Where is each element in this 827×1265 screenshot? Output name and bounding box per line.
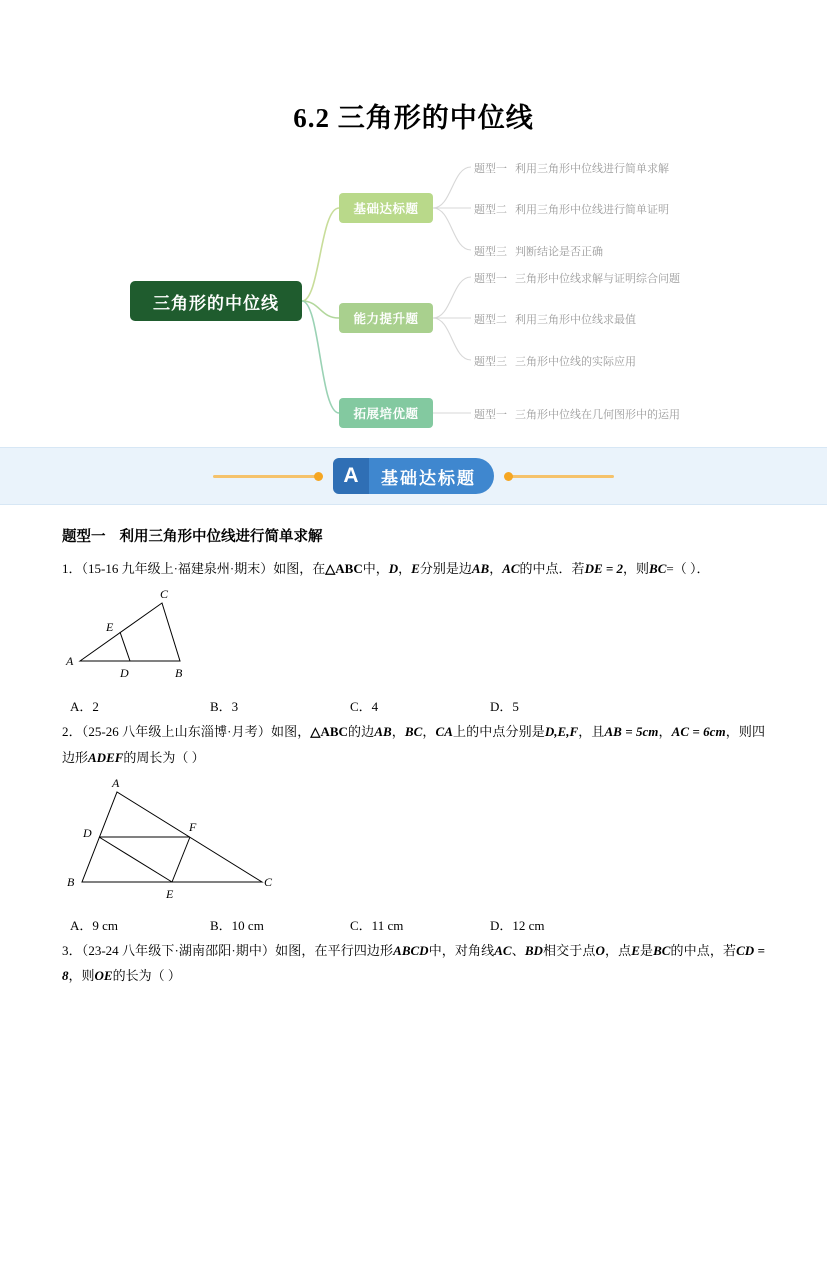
question-text: 的周长为（ ） xyxy=(123,749,205,765)
question-text: 如图，在平行四边形 xyxy=(275,943,394,959)
mindmap-leaf-text: 判断结论是否正确 xyxy=(515,246,603,258)
question-text: ，则四边形 xyxy=(62,724,765,765)
q3-diagonal-ac: AC xyxy=(494,943,512,959)
banner-right-rule xyxy=(506,475,614,478)
q2-figure xyxy=(62,774,765,909)
question-source: （25-26 八年级上山东淄博·月考） xyxy=(81,724,271,740)
mindmap-leaf xyxy=(474,311,636,327)
q2-label-d: D xyxy=(83,826,92,841)
q2-label-a: A xyxy=(112,776,120,791)
q2-segment-ab: AB xyxy=(374,724,392,740)
question-text: ，则 xyxy=(623,561,650,576)
mindmap-leaf-lead: 题型二 xyxy=(474,204,507,216)
q2-triangle-abc: △ABC xyxy=(310,724,348,740)
mindmap-leaf-text: 利用三角形中位线进行简单证明 xyxy=(515,204,669,216)
question-text: =（ ）． xyxy=(666,561,710,576)
q1-choice-c[interactable]: C．4 xyxy=(350,699,379,715)
mindmap-root: 三角形的中位线 xyxy=(130,281,302,321)
q2-choice-c[interactable]: C．11 cm xyxy=(350,918,404,934)
question-text: ， xyxy=(658,724,672,740)
mindmap-leaf-text: 利用三角形中位线求最值 xyxy=(515,314,636,326)
mindmap-leaf xyxy=(474,243,603,259)
mindmap-leaf-lead: 题型三 xyxy=(474,246,507,258)
question-source: （23-24 八年级下·湖南邵阳·期中） xyxy=(81,943,276,959)
mindmap-leaf-text: 三角形中位线的实际应用 xyxy=(515,356,636,368)
q1-triangle-abc: △ABC xyxy=(325,561,363,576)
banner-left-rule xyxy=(213,475,321,478)
question-source: （15-16 九年级上·福建泉州·期末） xyxy=(81,561,274,576)
q1-segment-ab: AB xyxy=(471,561,490,576)
question-text: ， xyxy=(398,561,412,576)
q2-choice-d[interactable]: D．12 cm xyxy=(490,918,545,934)
q1-figure xyxy=(62,585,765,690)
q2-choice-a[interactable]: A．9 cm xyxy=(70,918,119,934)
question-number: 1 xyxy=(62,561,69,576)
q2-triangle-diagram xyxy=(62,774,322,904)
mindmap-leaf xyxy=(474,353,636,369)
q2-label-b: B xyxy=(67,875,75,890)
q2-label-f: F xyxy=(189,820,197,835)
mindmap-leaf-text: 三角形中位线求解与证明综合问题 xyxy=(515,273,680,285)
mindmap-leaf-lead: 题型三 xyxy=(474,356,507,368)
question-text: 中，对角线 xyxy=(428,943,495,959)
mindmap-leaf xyxy=(474,201,669,217)
q1-choice-b[interactable]: B．3 xyxy=(210,699,239,715)
q1-label-e: E xyxy=(106,620,114,635)
question-text: 中， xyxy=(362,561,389,576)
question-number: 2 xyxy=(62,724,69,740)
mindmap-branch-basic: 基础达标题 xyxy=(339,193,433,223)
content-area xyxy=(62,505,765,989)
question-text: 是 xyxy=(639,943,654,959)
banner-title: 基础达标题 xyxy=(369,458,494,494)
q3-quad-abcd: ABCD xyxy=(393,943,429,959)
q1-choices xyxy=(62,696,765,715)
section-banner-background xyxy=(0,447,827,505)
q1-choice-d[interactable]: D．5 xyxy=(490,699,519,715)
question-text: 的中点，若 xyxy=(670,943,737,959)
mindmap-branch-extend: 拓展培优题 xyxy=(339,398,433,428)
mindmap-leaf-lead: 题型一 xyxy=(474,273,507,285)
question-text: 的中点．若 xyxy=(519,561,585,576)
q1-point-d: D xyxy=(388,561,399,576)
section-banner xyxy=(62,448,765,504)
q2-quad-adef: ADEF xyxy=(88,749,124,765)
q2-segment-ca: CA xyxy=(435,724,453,740)
mindmap-leaf-text: 三角形中位线在几何图形中的运用 xyxy=(515,409,680,421)
question-text: 如图， xyxy=(270,724,311,740)
banner-letter: A xyxy=(333,458,369,494)
mindmap-leaf xyxy=(474,270,680,286)
q1-triangle-diagram xyxy=(62,585,282,685)
q3-equation-cd: CD = 8 xyxy=(62,943,765,984)
q1-label-c: C xyxy=(160,587,169,602)
mindmap xyxy=(62,153,765,445)
q1-label-b: B xyxy=(175,666,183,681)
question-text: 的边 xyxy=(347,724,375,740)
mindmap-leaf xyxy=(474,160,669,176)
mindmap-leaf-lead: 题型一 xyxy=(474,163,507,175)
q2-points-def: D,E,F xyxy=(544,724,579,740)
mindmap-leaf xyxy=(474,406,680,422)
q1-label-d: D xyxy=(120,666,129,681)
q1-segment-bc: BC xyxy=(649,561,667,576)
question-text: 相交于点 xyxy=(542,943,596,959)
question-text: ， xyxy=(489,561,503,576)
question-number: 3 xyxy=(62,943,69,959)
question-text: 上的中点分别是 xyxy=(452,724,545,740)
question-text: 的长为（ ） xyxy=(112,968,181,984)
q3-point-o: O xyxy=(595,943,605,959)
q1-segment-ac: AC xyxy=(502,561,520,576)
q2-equation-ac: AC = 6cm xyxy=(671,724,726,740)
question-text: 分别是边 xyxy=(419,561,472,576)
question-type-label: 题型一 xyxy=(62,529,106,545)
question-text: ，则 xyxy=(68,968,95,984)
question-2: 2．（25-26 八年级上山东淄博·月考）如图，△ABC的边AB，BC，CA上的中点分别是D,E,F，且AB = 5cm，AC = 6cm，则四边形ADEF的周长为（ ） xyxy=(62,724,765,765)
q2-choice-b[interactable]: B．10 cm xyxy=(210,918,264,934)
q2-equation-ab: AB = 5cm xyxy=(604,724,659,740)
mindmap-leaf-text: 利用三角形中位线进行简单求解 xyxy=(515,163,669,175)
q3-segment-oe: OE xyxy=(94,968,113,984)
q1-point-e: E xyxy=(411,561,420,576)
q1-label-a: A xyxy=(66,654,74,669)
question-3: 3．（23-24 八年级下·湖南邵阳·期中）如图，在平行四边形ABCD中，对角线AC、BD相交于点O，点E是BC的中点，若CD = 8，则OE的长为（ ） xyxy=(62,943,765,984)
mindmap-leaf-lead: 题型一 xyxy=(474,409,507,421)
question-text: ， xyxy=(391,724,405,740)
question-type-heading xyxy=(62,525,765,546)
question-text: ，点 xyxy=(604,943,632,959)
q2-label-c: C xyxy=(264,875,273,890)
mindmap-branch-improve: 能力提升题 xyxy=(339,303,433,333)
q2-choices xyxy=(62,915,765,934)
question-text: ， xyxy=(422,724,436,740)
mindmap-leaf-lead: 题型二 xyxy=(474,314,507,326)
q2-label-e: E xyxy=(166,887,174,902)
q1-choice-a[interactable]: A．2 xyxy=(70,699,99,715)
q3-segment-bc: BC xyxy=(653,943,671,959)
q3-point-e: E xyxy=(631,943,640,959)
q2-segment-bc: BC xyxy=(404,724,423,740)
document-page xyxy=(0,96,827,1265)
page-title: 6.2 三角形的中位线 xyxy=(293,103,534,133)
question-text: ，且 xyxy=(578,724,605,740)
question-type-title: 利用三角形中位线进行简单求解 xyxy=(119,529,323,545)
q3-diagonal-bd: BD xyxy=(524,943,543,959)
question-1: 1．（15-16 九年级上·福建泉州·期末）如图，在△ABC中，D，E分别是边AB，AC的中点．若DE = 2，则BC=（ ）． xyxy=(62,561,710,576)
q1-equation-de: DE = 2 xyxy=(584,561,624,576)
question-text: 、 xyxy=(511,943,525,959)
question-text: 如图，在 xyxy=(273,561,326,576)
